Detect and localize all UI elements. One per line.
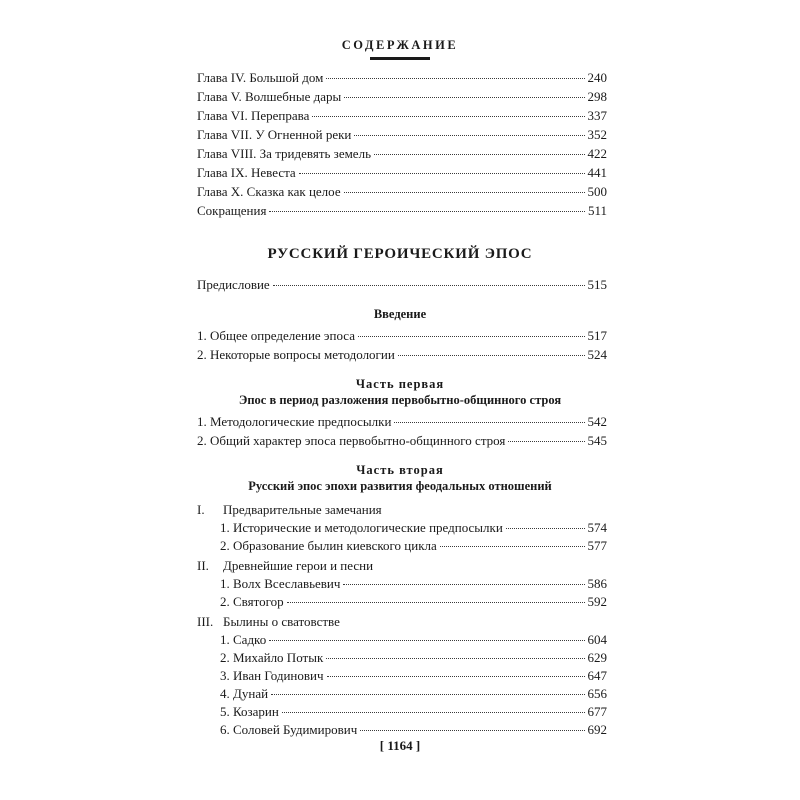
toc-entry[interactable] (220, 593, 607, 610)
toc-entry-label: 6. Соловей Будимирович (220, 722, 358, 737)
roman-section-title: Предварительные замечания (223, 502, 382, 517)
toc-entry[interactable] (197, 183, 607, 200)
toc-entry[interactable] (220, 631, 607, 648)
toc-entry-label: 1. Садко (220, 632, 267, 647)
toc-entry-label: Глава VI. Переправа (197, 108, 310, 123)
toc-entry[interactable] (220, 667, 607, 684)
toc-entry[interactable] (220, 537, 607, 554)
toc-entry-page: 511 (587, 203, 607, 218)
leader-dots (327, 676, 585, 677)
toc-entry-page: 298 (587, 89, 607, 104)
toc-entry-page: 647 (587, 668, 607, 683)
toc-entry-page: 577 (587, 538, 607, 553)
leader-dots (271, 694, 584, 695)
leader-dots (273, 285, 585, 286)
toc-entry[interactable] (197, 145, 607, 162)
toc-entry-label: 4. Дунай (220, 686, 269, 701)
section-subheading-part-one: Эпос в период разложения первобытно-общинного строя (238, 393, 562, 407)
toc-entry[interactable] (220, 685, 607, 702)
leader-dots (354, 135, 584, 136)
toc-entry-page: 352 (587, 127, 607, 142)
leader-dots (326, 658, 584, 659)
toc-entry[interactable] (220, 649, 607, 666)
toc-entry[interactable] (220, 703, 607, 720)
toc-entry[interactable] (220, 519, 607, 536)
toc-entry-page: 542 (587, 414, 607, 429)
toc-entry-label: Глава X. Сказка как целое (197, 184, 341, 199)
roman-section-title: Древнейшие герои и песни (223, 558, 374, 573)
toc-entry[interactable] (197, 164, 607, 181)
roman-section-heading (197, 557, 373, 574)
toc-entry-page: 524 (587, 347, 607, 362)
roman-section-heading (197, 501, 382, 518)
toc-entry-label: 1. Методологические предпосылки (197, 414, 392, 429)
leader-dots (287, 602, 585, 603)
section-heading-intro: Введение (373, 307, 427, 321)
toc-entry-page: 240 (587, 70, 607, 85)
toc-entry[interactable] (197, 107, 607, 124)
toc-entry-label: Глава IV. Большой дом (197, 70, 324, 85)
toc-entry[interactable] (197, 88, 607, 105)
leader-dots (398, 355, 585, 356)
toc-entry-page: 515 (587, 277, 607, 292)
toc-entry[interactable] (197, 413, 607, 430)
running-head: СОДЕРЖАНИЕ (341, 38, 459, 52)
leader-dots (394, 422, 584, 423)
toc-entry-page: 517 (587, 328, 607, 343)
leader-dots (506, 528, 585, 529)
toc-entry-page: 586 (587, 576, 607, 591)
toc-entry-page: 592 (587, 594, 607, 609)
toc-entry-label: Сокращения (197, 203, 267, 218)
toc-entry[interactable] (197, 432, 607, 449)
toc-entry-label: 2. Некоторые вопросы методологии (197, 347, 395, 362)
leader-dots (440, 546, 585, 547)
roman-section-title: Былины о сватовстве (223, 614, 340, 629)
toc-entry-label: Глава VII. У Огненной реки (197, 127, 352, 142)
toc-entry-page: 604 (587, 632, 607, 647)
toc-entry[interactable] (197, 346, 607, 363)
leader-dots (299, 173, 585, 174)
section-subheading-part-two: Русский эпос эпохи развития феодальных отношений (248, 479, 552, 493)
part-title: РУССКИЙ ГЕРОИЧЕСКИЙ ЭПОС (267, 246, 533, 262)
toc-entry-label: 3. Иван Годинович (220, 668, 324, 683)
toc-entry-label: 2. Михайло Потык (220, 650, 324, 665)
leader-dots (374, 154, 585, 155)
toc-entry-label: 1. Волх Всеславьевич (220, 576, 341, 591)
leader-dots (344, 97, 584, 98)
toc-entry[interactable] (220, 575, 607, 592)
toc-entry[interactable] (197, 126, 607, 143)
roman-numeral: III. (197, 614, 214, 629)
leader-dots (360, 730, 584, 731)
toc-entry-label: Глава IX. Невеста (197, 165, 296, 180)
toc-entry-label: 5. Козарин (220, 704, 279, 719)
leader-dots (312, 116, 584, 117)
toc-entry-label: Глава V. Волшебные дары (197, 89, 342, 104)
section-heading-part-one: Часть первая (355, 377, 445, 391)
toc-entry-page: 677 (587, 704, 607, 719)
leader-dots (326, 78, 584, 79)
roman-numeral: II. (197, 558, 209, 573)
toc-entry-page: 500 (587, 184, 607, 199)
toc-entry-label: 2. Образование былин киевского цикла (220, 538, 437, 553)
leader-dots (269, 640, 584, 641)
toc-entry-label: 1. Исторические и методологические предпосылки (220, 520, 503, 535)
toc-entry-label: 1. Общее определение эпоса (197, 328, 355, 343)
roman-numeral: I. (197, 502, 205, 517)
toc-entry-label: Глава VIII. За тридевять земель (197, 146, 371, 161)
leader-dots (344, 192, 585, 193)
toc-entry-page: 545 (587, 433, 607, 448)
toc-entry-label: 2. Святогор (220, 594, 284, 609)
leader-dots (343, 584, 584, 585)
leader-dots (358, 336, 585, 337)
roman-section-heading (197, 613, 340, 630)
toc-entry-page: 574 (587, 520, 607, 535)
toc-entry-page: 629 (587, 650, 607, 665)
page-number: [ 1164 ] (379, 738, 421, 753)
leader-dots (508, 441, 584, 442)
toc-entry-label: 2. Общий характер эпоса первобытно-общинного строя (197, 433, 506, 448)
toc-entry-page: 337 (587, 108, 607, 123)
toc-entry-preface[interactable] (197, 276, 607, 293)
toc-entry-page: 656 (587, 686, 607, 701)
toc-entry-label: Предисловие (197, 277, 270, 292)
leader-dots (269, 211, 585, 212)
section-heading-part-two: Часть вторая (356, 463, 444, 477)
header-rule (370, 57, 430, 60)
toc-entry[interactable] (197, 327, 607, 344)
toc-entry[interactable] (197, 69, 607, 86)
leader-dots (282, 712, 585, 713)
toc-entry[interactable] (220, 721, 607, 738)
toc-entry-page: 441 (587, 165, 607, 180)
toc-entry-page: 422 (587, 146, 607, 161)
toc-entry[interactable] (197, 202, 607, 219)
toc-entry-page: 692 (587, 722, 607, 737)
